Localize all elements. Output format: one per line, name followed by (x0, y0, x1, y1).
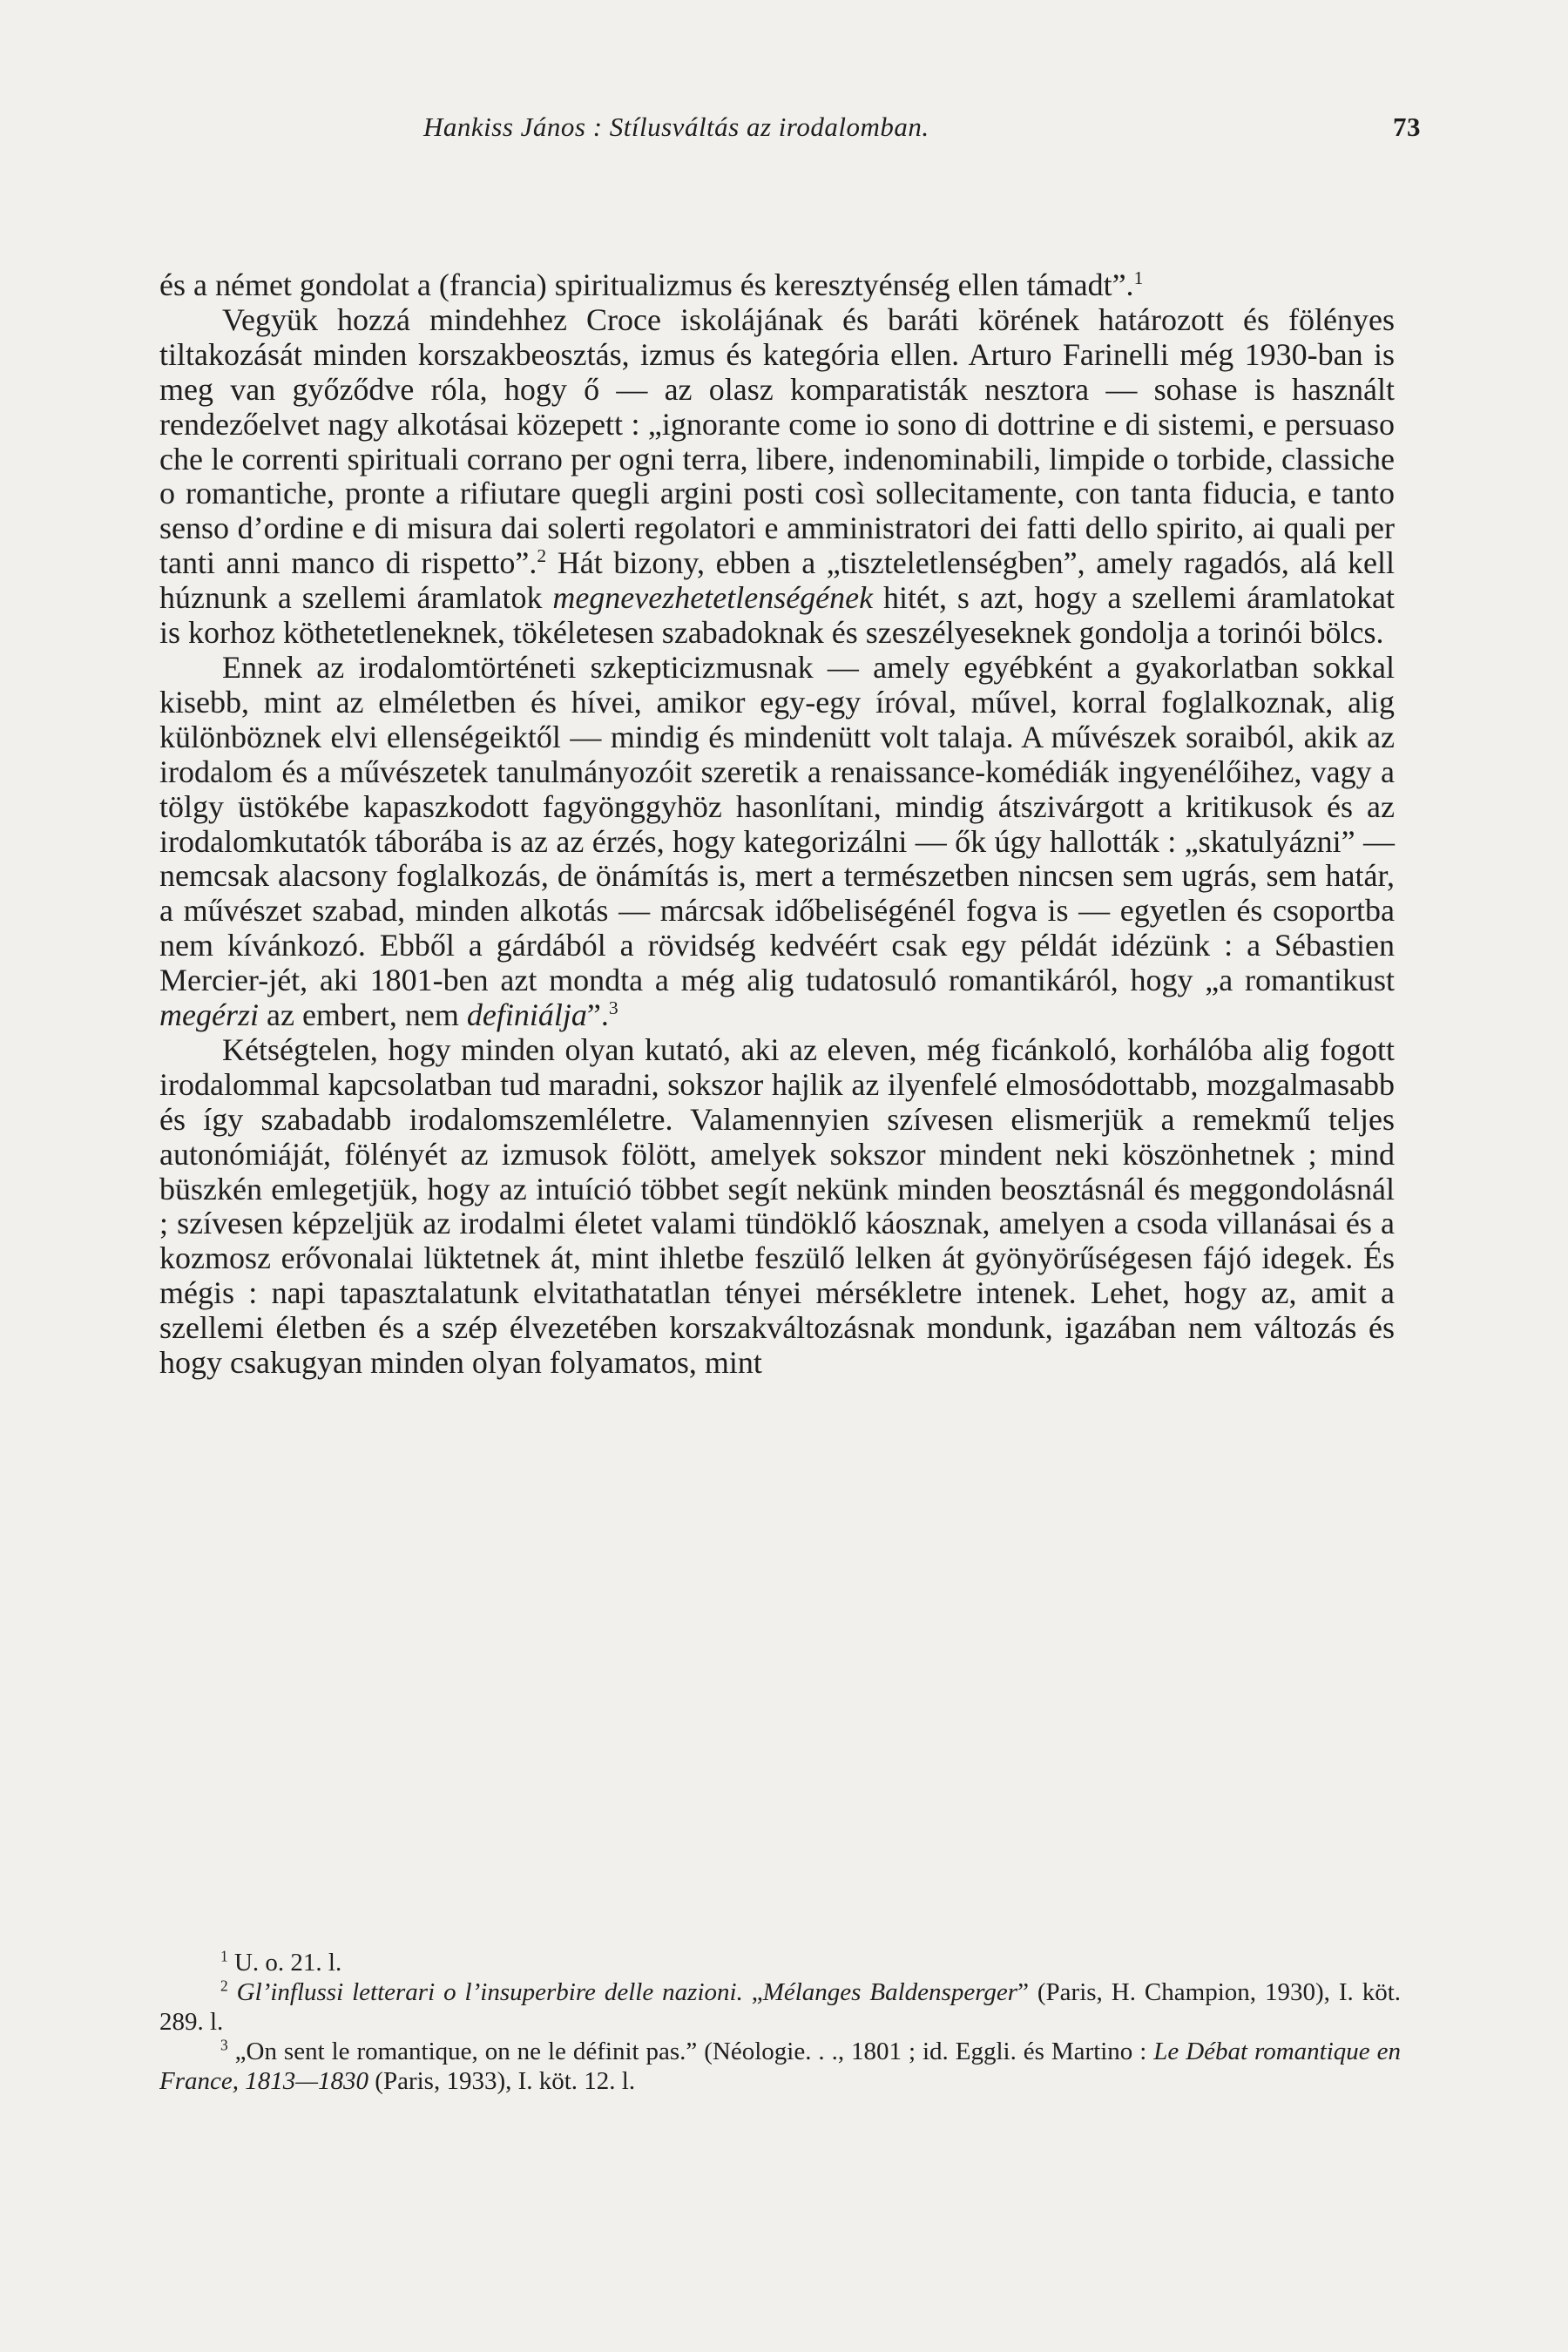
footnote-2-text: ” (Paris, H. Champion, 1930), I. köt. 289. l. (159, 1978, 1401, 2036)
paragraph-3 (159, 651, 1395, 1033)
running-title: Hankiss János : Stílusváltás az irodalomban. (423, 112, 929, 142)
footnote-ref-1: 1 (1133, 267, 1144, 288)
footnote-2-quote: „ (742, 1978, 763, 2006)
footnote-ref-2: 2 (537, 545, 547, 567)
paragraph-2-italic: megnevezhetetlenségének (552, 580, 874, 616)
paragraph-3-text-a: Ennek az irodalomtörténeti szkepticizmusnak — amely egyébként a gyakorlatban sokkal kisebb, mint az elméletben és hívei, amikor egy-egy íróval, művel, korral foglalkoznak, alig különböznek elvi ellenségeiktől — mindig és mindenütt volt talaja. A művészek soraiból, akik az irodalom és a művészetek tanulmányozóit szeretik a renaissance-komédiák ingyenélőihez, vagy a tölgy üstökébe kapaszkodott fagyönggyhöz hasonlítani, mindig átszivárgott a kritikusok és az irodalomkutatók táborába is az az érzés, hogy kategorizálni — ők úgy hallották : „skatulyázni” — nemcsak alacsony foglalkozás, de önámítás is, mert a természetben nincsen sem ugrás, sem határ, a művészet szabad, minden alkotás — márcsak időbeliségénél fogva is — egyetlen és csoportba nem kívánkozó. Ebből a gárdából a rövidség kedvéért csak egy példát idézünk : a Sébastien Mercier-jét, aki 1801-ben azt mondta a még alig tudatosuló romantikáról, hogy „a romantikust (159, 649, 1395, 998)
body-text (159, 268, 1395, 1381)
paragraph-1 (159, 268, 1395, 303)
footnote-1 (159, 1948, 1401, 1977)
paragraph-1-text: és a német gondolat a (francia) spiritualizmus és keresztyénség ellen támadt”. (159, 267, 1134, 302)
paragraph-2-text-c: hitét, s azt, hogy a szellemi áramlatokat is korhoz köthetetleneknek, tökéletesen szabadoknak és szeszélyeseknek gondolja a torinói bölcs. (159, 580, 1396, 651)
footnote-3-italic: Le Débat romantique en France, 1813—1830 (159, 2038, 1401, 2095)
paragraph-3-text-c: ”. (586, 997, 609, 1033)
footnote-3-text-b: (Paris, 1933), I. köt. 12. l. (368, 2067, 636, 2095)
footnote-3-number: 3 (220, 2036, 228, 2054)
paragraph-4: Kétségtelen, hogy minden olyan kutató, aki az eleven, még ficánkoló, korhálóba alig fogott irodalommal kapcsolatban tud maradni, sokszor hajlik az ilyenfelé elmosódottabb, mozgalmasabb és így szabadabb irodalomszemléletre. Valamennyien szívesen elismerjük a remekmű teljes autonómiáját, fölényét az izmusok fölött, amelyek sokszor mindent neki köszönhetnek ; mind büszkén emlegetjük, hogy az intuíció többet segít nekünk minden beosztásnál és meggondolásnál ; szívesen képzeljük az irodalmi életet valami tündöklő káosznak, amelyen a csoda villanásai és a kozmosz erővonalai lüktetnek át, mint ihletbe feszülő lelken át gyönyörűségesen fájó idegek. És mégis : napi tapasztalatunk elvitathatatlan tényei mérsékletre intenek. Lehet, hogy az, amit a szellemi életben és a szép élvezetében korszakváltozásnak mondunk, igazában nem változás és hogy csakugyan minden olyan folyamatos, mint (159, 1031, 1395, 1381)
footnote-2-italic-1: Gl’influssi letterari o l’insuperbire delle nazioni. (236, 1978, 743, 2006)
footnote-3 (159, 2037, 1401, 2096)
paragraph-2-text-a: Vegyük hozzá mindehhez Croce iskolájának és baráti körének határozott és fölényes tiltakozását minden korszakbeosztás, izmus és kategória ellen. Arturo Farinelli még 1930-ban is meg van győződve róla, hogy ő — az olasz komparatisták nesztora — sohase is használt rendezőelvet nagy alkotásai közepett : „ignorante come io sono di dottrine e di sistemi, e persuaso che le correnti spirituali corrano per ogni terra, libere, indenominabili, limpide o torbide, classiche o romantiche, pronte a rifiutare quegli argini posti così sollecitamente, con tanta fiducia, e tanto senso d’ordine e di misura dai solerti regolatori e amministratori dei fatti dello spirito, ai quali per tanti anni manco di rispetto”. (159, 301, 1395, 581)
footnote-1-text: U. o. 21. l. (233, 1949, 342, 1977)
paragraph-3-italic-1: megérzi (159, 997, 259, 1033)
footnote-2-number: 2 (220, 1977, 228, 1995)
footnote-3-text-a: „On sent le romantique, on ne le définit pas.” (Néologie. . ., 1801 ; id. Eggli. és Martino : (234, 2038, 1154, 2065)
paragraph-2 (159, 303, 1395, 651)
footnote-ref-3: 3 (608, 997, 618, 1019)
running-header (423, 112, 1421, 143)
page-number: 73 (1393, 112, 1421, 142)
paragraph-3-italic-2: definiálja (466, 997, 587, 1033)
paragraph-2-text-b: Hát bizony, ebben a „tiszteletlenségben”, amely ragadós, alá kell húznunk a szellemi áramlatok (159, 545, 1395, 616)
footnote-2-italic-2: Mélanges Baldensperger (762, 1978, 1018, 2006)
footnotes (159, 1948, 1401, 2096)
paragraph-3-text-b: az embert, nem (258, 997, 467, 1033)
footnote-2 (159, 1977, 1401, 2037)
footnote-1-number: 1 (220, 1947, 228, 1965)
